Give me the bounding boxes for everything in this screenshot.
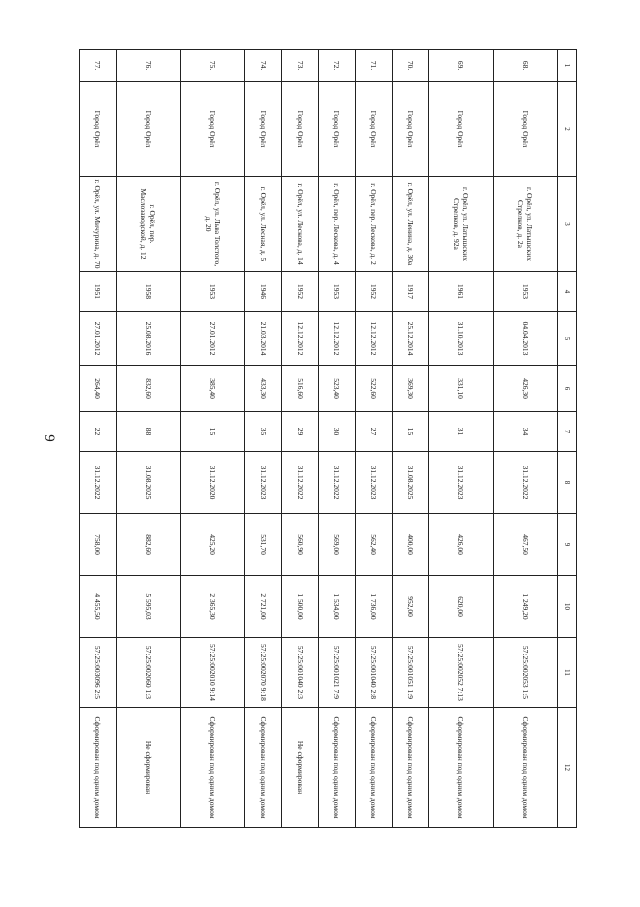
year-built-cell: 1917 [392, 272, 429, 312]
land-area-cell: 426,00 [429, 514, 493, 576]
recognition-date-cell: 04.04.2013 [493, 312, 557, 366]
table-body [80, 50, 577, 828]
row-number-cell: 73. [282, 50, 319, 82]
table-row [181, 50, 245, 828]
land-area-cell: 758,00 [80, 514, 117, 576]
living-area-cell: 426,30 [493, 366, 557, 412]
table-row [245, 50, 282, 828]
total-area-cell: 4 455,50 [80, 576, 117, 638]
municipality-cell: Город Орёл [392, 82, 429, 177]
land-status-cell: Сформирован под одним домом [392, 708, 429, 828]
land-status-cell: Сформирован под одним домом [181, 708, 245, 828]
residents-cell: 88 [116, 412, 180, 452]
column-number: 3 [558, 177, 577, 272]
year-built-cell: 1953 [319, 272, 356, 312]
column-number: 4 [558, 272, 577, 312]
land-status-cell: Сформирован под одним домом [429, 708, 493, 828]
municipality-cell: Город Орёл [80, 82, 117, 177]
recognition-date-cell: 31.10.2013 [429, 312, 493, 366]
column-number-row [558, 50, 577, 828]
table-row [493, 50, 557, 828]
column-number: 10 [558, 576, 577, 638]
total-area-cell: 2 721,00 [245, 576, 282, 638]
living-area-cell: 523,40 [319, 366, 356, 412]
table-row [392, 50, 429, 828]
resettlement-deadline-cell: 31.12.2022 [80, 452, 117, 514]
total-area-cell: 952,00 [392, 576, 429, 638]
recognition-date-cell: 12.12.2012 [319, 312, 356, 366]
column-number: 1 [558, 50, 577, 82]
residents-cell: 15 [181, 412, 245, 452]
resettlement-deadline-cell: 31.12.2022 [319, 452, 356, 514]
column-number: 5 [558, 312, 577, 366]
table-row [80, 50, 117, 828]
living-area-cell: 516,60 [282, 366, 319, 412]
land-status-cell: Сформирован под одним домом [493, 708, 557, 828]
residents-cell: 29 [282, 412, 319, 452]
row-number-cell: 76. [116, 50, 180, 82]
year-built-cell: 1946 [245, 272, 282, 312]
recognition-date-cell: 12.12.2012 [282, 312, 319, 366]
column-number: 9 [558, 514, 577, 576]
residents-cell: 35 [245, 412, 282, 452]
column-number: 7 [558, 412, 577, 452]
row-number-cell: 72. [319, 50, 356, 82]
cadastral-number-cell: 57:25:002053 1:5 [493, 638, 557, 708]
cadastral-number-cell: 57:25:001040 2:3 [282, 638, 319, 708]
address-cell: г. Орёл, ул. Латышских Стрелков, д. 92а [429, 177, 493, 272]
rotated-table-container [79, 49, 577, 827]
row-number-cell: 68. [493, 50, 557, 82]
resettlement-deadline-cell: 31.12.2023 [245, 452, 282, 514]
total-area-cell: 1 249,20 [493, 576, 557, 638]
address-cell: г. Орёл, ул. Ленина, д. 30а [392, 177, 429, 272]
cadastral-number-cell: 57:25:002070 9:18 [245, 638, 282, 708]
land-status-cell: Сформирован под одним домом [245, 708, 282, 828]
year-built-cell: 1953 [493, 272, 557, 312]
row-number-cell: 71. [355, 50, 392, 82]
column-number: 2 [558, 82, 577, 177]
address-cell: г. Орёл, ул. Лескова, д. 14 [282, 177, 319, 272]
row-number-cell: 77. [80, 50, 117, 82]
land-area-cell: 569,00 [319, 514, 356, 576]
municipality-cell: Город Орёл [282, 82, 319, 177]
resettlement-deadline-cell: 31.08.2025 [116, 452, 180, 514]
municipality-cell: Город Орёл [429, 82, 493, 177]
residents-cell: 34 [493, 412, 557, 452]
total-area-cell: 620,00 [429, 576, 493, 638]
row-number-cell: 75. [181, 50, 245, 82]
total-area-cell: 5 595,03 [116, 576, 180, 638]
living-area-cell: 331,10 [429, 366, 493, 412]
column-number: 8 [558, 452, 577, 514]
cadastral-number-cell: 57:25:001051 1:9 [392, 638, 429, 708]
land-area-cell: 425,20 [181, 514, 245, 576]
cadastral-number-cell: 57:25:002060 1:3 [116, 638, 180, 708]
recognition-date-cell: 12.12.2012 [355, 312, 392, 366]
year-built-cell: 1951 [80, 272, 117, 312]
cadastral-number-cell: 57:25:001021 7:9 [319, 638, 356, 708]
table-row [355, 50, 392, 828]
land-area-cell: 560,90 [282, 514, 319, 576]
cadastral-number-cell: 57:25:001040 2:8 [355, 638, 392, 708]
living-area-cell: 433,30 [245, 366, 282, 412]
land-status-cell: Сформирован под одним домом [355, 708, 392, 828]
municipality-cell: Город Орёл [493, 82, 557, 177]
page-number: 9 [41, 434, 57, 442]
living-area-cell: 522,60 [355, 366, 392, 412]
table-row [282, 50, 319, 828]
residents-cell: 27 [355, 412, 392, 452]
year-built-cell: 1958 [116, 272, 180, 312]
land-area-cell: 467,50 [493, 514, 557, 576]
address-cell: г. Орёл, пер. Лескова, д. 2 [355, 177, 392, 272]
address-cell: г. Орёл, ул. Мичурина, д. 70 [80, 177, 117, 272]
living-area-cell: 385,40 [181, 366, 245, 412]
recognition-date-cell: 21.03.2014 [245, 312, 282, 366]
land-area-cell: 882,60 [116, 514, 180, 576]
resettlement-deadline-cell: 31.12.2022 [282, 452, 319, 514]
column-number: 11 [558, 638, 577, 708]
residents-cell: 30 [319, 412, 356, 452]
recognition-date-cell: 27.01.2012 [80, 312, 117, 366]
total-area-cell: 1 500,00 [282, 576, 319, 638]
column-number: 6 [558, 366, 577, 412]
resettlement-deadline-cell: 31.12.2022 [493, 452, 557, 514]
municipality-cell: Город Орёл [245, 82, 282, 177]
total-area-cell: 2 365,30 [181, 576, 245, 638]
municipality-cell: Город Орёл [319, 82, 356, 177]
municipality-cell: Город Орёл [116, 82, 180, 177]
year-built-cell: 1961 [429, 272, 493, 312]
address-cell: г. Орёл, ул. Лесная, д. 5 [245, 177, 282, 272]
resettlement-deadline-cell: 31.08.2025 [392, 452, 429, 514]
total-area-cell: 1 736,00 [355, 576, 392, 638]
housing-register-table [79, 49, 577, 828]
table-row [319, 50, 356, 828]
row-number-cell: 69. [429, 50, 493, 82]
column-number: 12 [558, 708, 577, 828]
row-number-cell: 74. [245, 50, 282, 82]
address-cell: г. Орёл, пер. Лескова, д. 4 [319, 177, 356, 272]
living-area-cell: 832,60 [116, 366, 180, 412]
cadastral-number-cell: 57:25:002010 9:14 [181, 638, 245, 708]
resettlement-deadline-cell: 31.12.2023 [355, 452, 392, 514]
land-status-cell: Сформирован под одним домом [319, 708, 356, 828]
municipality-cell: Город Орёл [181, 82, 245, 177]
residents-cell: 15 [392, 412, 429, 452]
municipality-cell: Город Орёл [355, 82, 392, 177]
living-area-cell: 369,30 [392, 366, 429, 412]
cadastral-number-cell: 57:25:003096 2:5 [80, 638, 117, 708]
cadastral-number-cell: 57:25:002052 7:13 [429, 638, 493, 708]
recognition-date-cell: 25.08.2016 [116, 312, 180, 366]
year-built-cell: 1952 [282, 272, 319, 312]
land-status-cell: Сформирован под одним домом [80, 708, 117, 828]
land-status-cell: Не сформирован [282, 708, 319, 828]
year-built-cell: 1953 [181, 272, 245, 312]
address-cell: г. Орёл, ул. Латышских Стрелков, д. 2а [493, 177, 557, 272]
land-area-cell: 400,00 [392, 514, 429, 576]
address-cell: г. Орёл, пер. Маслозаводской, д. 12 [116, 177, 180, 272]
resettlement-deadline-cell: 31.12.2023 [429, 452, 493, 514]
table-row [116, 50, 180, 828]
land-area-cell: 562,40 [355, 514, 392, 576]
land-area-cell: 531,70 [245, 514, 282, 576]
resettlement-deadline-cell: 31.12.2020 [181, 452, 245, 514]
year-built-cell: 1952 [355, 272, 392, 312]
residents-cell: 22 [80, 412, 117, 452]
living-area-cell: 264,40 [80, 366, 117, 412]
table-row [429, 50, 493, 828]
recognition-date-cell: 27.01.2012 [181, 312, 245, 366]
address-cell: г. Орёл, ул. Льва Толстого, д. 20 [181, 177, 245, 272]
row-number-cell: 70. [392, 50, 429, 82]
recognition-date-cell: 25.12.2014 [392, 312, 429, 366]
land-status-cell: Не сформирован [116, 708, 180, 828]
total-area-cell: 1 534,00 [319, 576, 356, 638]
residents-cell: 31 [429, 412, 493, 452]
